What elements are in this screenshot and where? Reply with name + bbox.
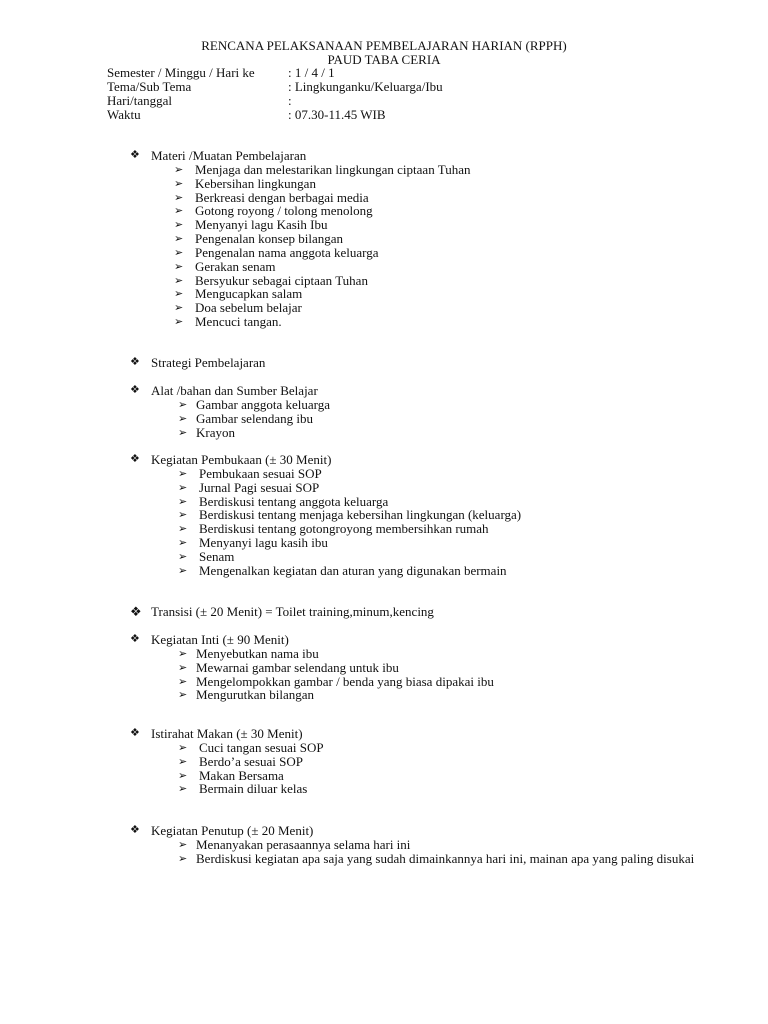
arrow-bullet-icon: ➢ (178, 550, 188, 563)
section-title: Kegiatan Pembukaan (± 30 Menit) (151, 452, 332, 468)
list-item-text: Mengurutkan bilangan (196, 687, 315, 703)
arrow-bullet-icon: ➢ (178, 838, 188, 851)
list-item (178, 426, 730, 440)
list-item-text: Mencuci tangan. (195, 314, 282, 330)
meta-table (107, 66, 567, 122)
list-item (178, 661, 730, 675)
list-item (178, 412, 730, 426)
list-item-text: Makan Bersama (199, 767, 284, 783)
diamond-bullet-icon: ❖ (130, 604, 142, 620)
list-item-text: Doa sebelum belajar (195, 300, 302, 316)
meta-label: Hari/tanggal (107, 92, 172, 108)
section-heading (130, 384, 730, 398)
meta-value: : (288, 92, 292, 108)
arrow-bullet-icon: ➢ (174, 288, 184, 301)
meta-label: Semester / Minggu / Hari ke (107, 65, 255, 80)
list-item (174, 204, 730, 218)
arrow-bullet-icon: ➢ (178, 647, 188, 660)
list-item-text: Gerakan senam (195, 258, 276, 274)
list-item-text: Pengenalan konsep bilangan (195, 231, 344, 247)
section-heading (130, 824, 730, 838)
list-item-text: Gotong royong / tolong menolong (195, 203, 373, 219)
section-title: Istirahat Makan (± 30 Menit) (151, 726, 303, 742)
arrow-bullet-icon: ➢ (178, 661, 188, 674)
list-item-text: Mengelompokkan gambar / benda yang biasa dipakai ibu (196, 673, 494, 689)
meta-value: : 1 / 4 / 1 (288, 65, 335, 80)
meta-row (107, 66, 567, 80)
section-title: Kegiatan Penutup (± 20 Menit) (151, 823, 314, 839)
section-strategi (130, 356, 730, 370)
section-materi (130, 149, 730, 329)
list-item (178, 769, 730, 783)
diamond-bullet-icon: ❖ (130, 824, 140, 837)
section-heading (130, 453, 730, 467)
arrow-bullet-icon: ➢ (178, 852, 188, 865)
diamond-bullet-icon: ❖ (130, 453, 140, 466)
list-item-text: Menyanyi lagu kasih ibu (199, 535, 328, 551)
list-item (178, 852, 730, 866)
list-item-text: Gambar anggota keluarga (196, 396, 331, 412)
arrow-bullet-icon: ➢ (174, 205, 184, 218)
arrow-bullet-icon: ➢ (178, 523, 188, 536)
section-heading (130, 149, 730, 163)
diamond-bullet-icon: ❖ (130, 727, 140, 740)
list-item-text: Krayon (196, 424, 235, 440)
list-item (178, 755, 730, 769)
section-alat (130, 384, 730, 439)
arrow-bullet-icon: ➢ (178, 741, 188, 754)
arrow-bullet-icon: ➢ (178, 481, 188, 494)
list-item (174, 301, 730, 315)
list-item (174, 191, 730, 205)
list-item (174, 260, 730, 274)
list-item (178, 647, 730, 661)
arrow-bullet-icon: ➢ (178, 495, 188, 508)
meta-row (107, 80, 567, 94)
list-item-text: Gambar selendang ibu (196, 410, 313, 426)
section-pembukaan (130, 453, 730, 578)
item-list (174, 163, 730, 329)
list-item (178, 550, 730, 564)
list-item (174, 246, 730, 260)
list-item-text: Mengenalkan kegiatan dan aturan yang digunakan bermain (199, 562, 507, 578)
list-item (178, 741, 730, 755)
diamond-bullet-icon: ❖ (130, 356, 140, 369)
arrow-bullet-icon: ➢ (174, 177, 184, 190)
item-list (178, 467, 730, 578)
arrow-bullet-icon: ➢ (178, 689, 188, 702)
section-heading (130, 633, 730, 647)
arrow-bullet-icon: ➢ (178, 426, 188, 439)
meta-label: Waktu (107, 106, 141, 122)
list-item (178, 467, 730, 481)
list-item-text: Berdiskusi kegiatan apa saja yang sudah dimainkannya hari ini, mainan apa yang paling disukai (196, 850, 695, 866)
meta-row (107, 94, 567, 108)
arrow-bullet-icon: ➢ (178, 564, 188, 577)
section-title: Transisi (± 20 Menit) = Toilet training,minum,kencing (151, 604, 434, 620)
item-list (178, 741, 730, 796)
arrow-bullet-icon: ➢ (178, 509, 188, 522)
meta-row (107, 108, 567, 122)
list-item-text: Menyebutkan nama ibu (196, 645, 319, 661)
list-item (178, 675, 730, 689)
section-istirahat (130, 727, 730, 796)
item-list (178, 838, 730, 866)
arrow-bullet-icon: ➢ (174, 274, 184, 287)
list-item (178, 838, 730, 852)
list-item-text: Kebersihan lingkungan (195, 175, 316, 191)
list-item (174, 177, 730, 191)
document-title: RENCANA PELAKSANAAN PEMBELAJARAN HARIAN (RPPH) (201, 38, 567, 53)
list-item (174, 218, 730, 232)
arrow-bullet-icon: ➢ (178, 783, 188, 796)
list-item-text: Mengucapkan salam (195, 286, 303, 302)
meta-label: Tema/Sub Tema (107, 78, 192, 94)
arrow-bullet-icon: ➢ (174, 191, 184, 204)
list-item-text: Berkreasi dengan berbagai media (195, 189, 369, 205)
list-item-text: Menjaga dan melestarikan lingkungan ciptaan Tuhan (195, 161, 471, 177)
list-item-text: Berdiskusi tentang anggota keluarga (199, 493, 389, 509)
list-item-text: Berdo’a sesuai SOP (199, 753, 303, 769)
diamond-bullet-icon: ❖ (130, 149, 140, 162)
arrow-bullet-icon: ➢ (174, 233, 184, 246)
diamond-bullet-icon: ❖ (130, 384, 140, 397)
meta-value: : 07.30-11.45 WIB (288, 106, 386, 122)
arrow-bullet-icon: ➢ (174, 163, 184, 176)
arrow-bullet-icon: ➢ (178, 398, 188, 411)
list-item (178, 782, 730, 796)
list-item (174, 163, 730, 177)
section-heading (130, 727, 730, 741)
list-item-text: Berdiskusi tentang menjaga kebersihan lingkungan (keluarga) (199, 507, 522, 523)
list-item (178, 536, 730, 550)
list-item-text: Menyanyi lagu Kasih Ibu (195, 217, 328, 233)
arrow-bullet-icon: ➢ (178, 755, 188, 768)
list-item-text: Pengenalan nama anggota keluarga (195, 244, 379, 260)
list-item (178, 508, 730, 522)
list-item-text: Pembukaan sesuai SOP (199, 465, 322, 481)
arrow-bullet-icon: ➢ (178, 675, 188, 688)
arrow-bullet-icon: ➢ (178, 412, 188, 425)
section-title: Strategi Pembelajaran (151, 355, 266, 371)
list-item-text: Berdiskusi tentang gotongroyong membersihkan rumah (199, 521, 489, 537)
list-item-text: Mewarnai gambar selendang untuk ibu (196, 659, 399, 675)
list-item-text: Menanyakan perasaannya selama hari ini (196, 836, 411, 852)
list-item-text: Cuci tangan sesuai SOP (199, 739, 324, 755)
list-item-text: Bersyukur sebagai ciptaan Tuhan (195, 272, 368, 288)
arrow-bullet-icon: ➢ (174, 219, 184, 232)
list-item (178, 522, 730, 536)
section-heading (130, 356, 730, 370)
list-item (174, 232, 730, 246)
list-item-text: Bermain diluar kelas (199, 781, 308, 797)
list-item (174, 287, 730, 301)
diamond-bullet-icon: ❖ (130, 633, 140, 646)
arrow-bullet-icon: ➢ (174, 316, 184, 329)
arrow-bullet-icon: ➢ (178, 467, 188, 480)
section-title: Kegiatan Inti (± 90 Menit) (151, 632, 289, 648)
meta-value: : Lingkunganku/Keluarga/Ibu (288, 78, 443, 94)
item-list (178, 398, 730, 440)
section-title: Materi /Muatan Pembelajaran (151, 148, 307, 164)
section-transisi (130, 605, 730, 619)
list-item-text: Senam (199, 548, 235, 564)
list-item-text: Jurnal Pagi sesuai SOP (199, 479, 320, 495)
section-title: Alat /bahan dan Sumber Belajar (151, 383, 318, 399)
arrow-bullet-icon: ➢ (178, 769, 188, 782)
item-list (178, 647, 730, 702)
arrow-bullet-icon: ➢ (174, 302, 184, 315)
list-item (174, 274, 730, 288)
list-item (178, 481, 730, 495)
list-item (178, 564, 730, 578)
arrow-bullet-icon: ➢ (174, 246, 184, 259)
list-item (178, 688, 730, 702)
section-penutup (130, 824, 730, 866)
arrow-bullet-icon: ➢ (178, 537, 188, 550)
section-heading (130, 605, 730, 619)
list-item (174, 315, 730, 329)
document-subtitle: PAUD TABA CERIA (327, 52, 441, 67)
list-item (178, 398, 730, 412)
arrow-bullet-icon: ➢ (174, 260, 184, 273)
list-item (178, 495, 730, 509)
section-inti (130, 633, 730, 702)
